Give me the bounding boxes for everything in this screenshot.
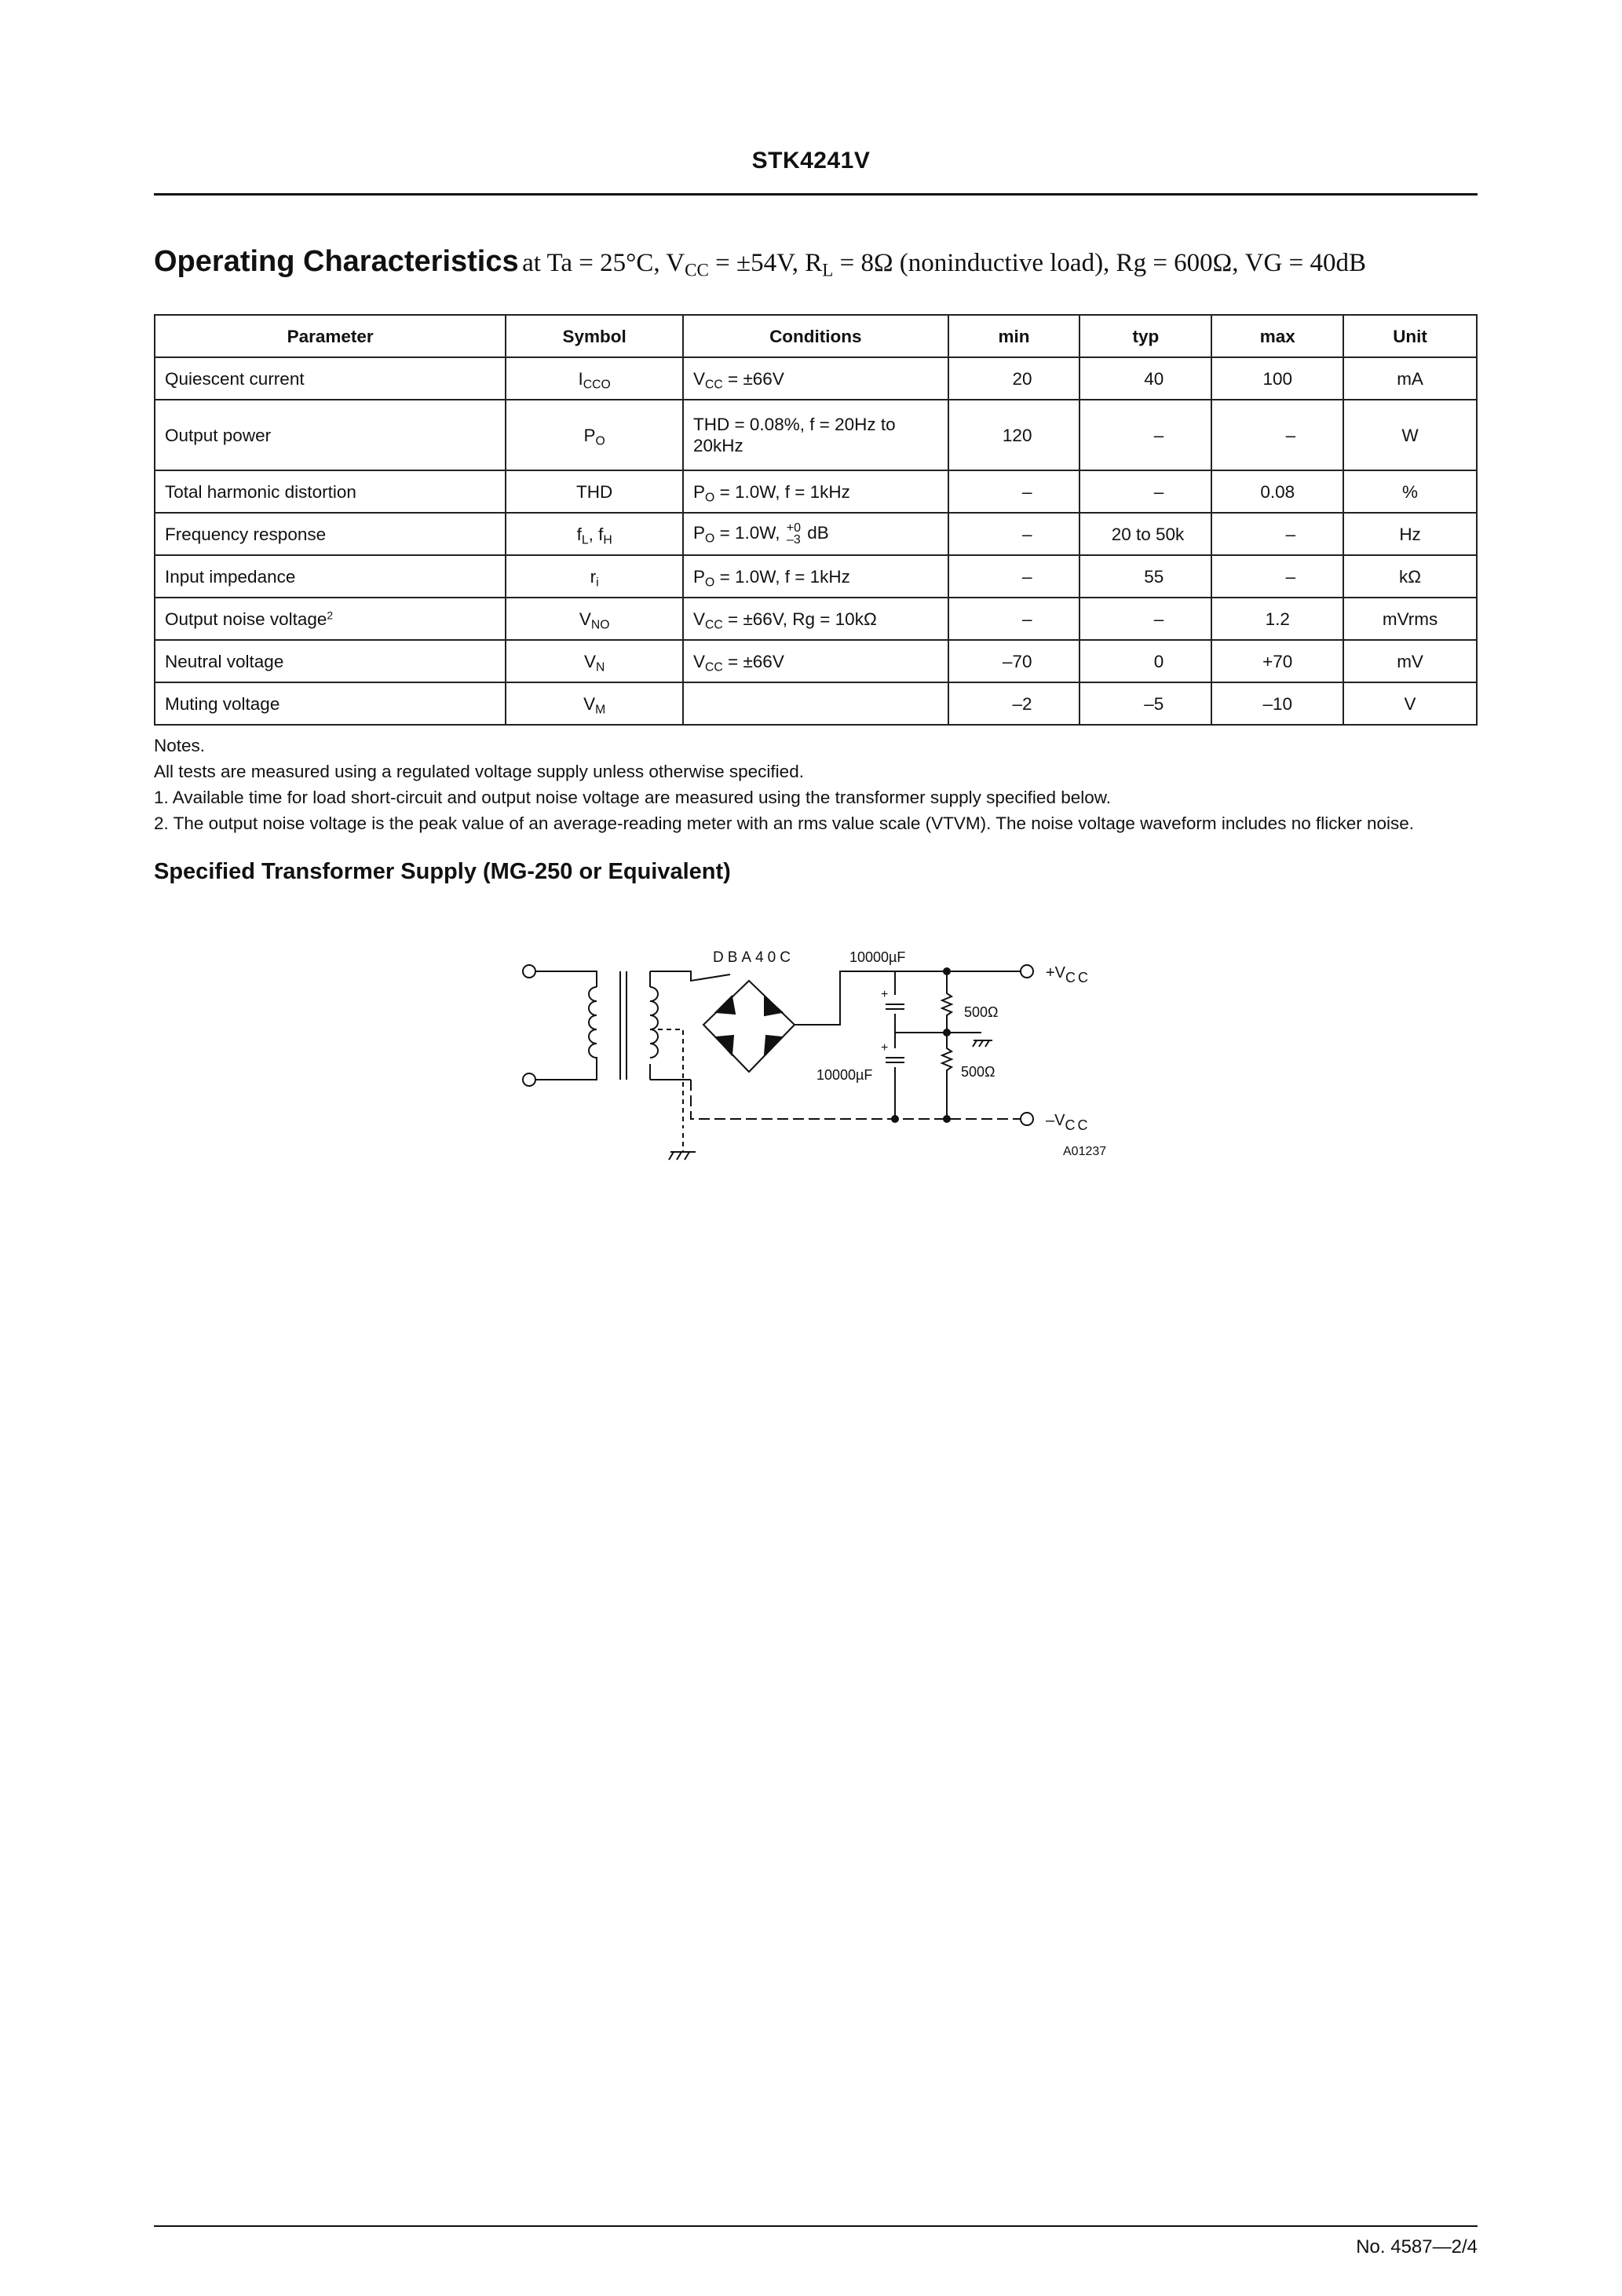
parameter-cell: Input impedance xyxy=(155,555,506,598)
typ-cell: 55 xyxy=(1080,555,1211,598)
header-unit: Unit xyxy=(1343,315,1477,357)
typ-cell: 0 xyxy=(1080,640,1211,682)
typ-cell: – xyxy=(1080,598,1211,640)
diode-icon xyxy=(765,1036,782,1055)
conditions-cell: $P_O = 1.0W$, f = 1kHz xyxy=(683,555,948,598)
typ-cell: –5 xyxy=(1080,682,1211,725)
min-cell: –70 xyxy=(948,640,1080,682)
input-terminal-top xyxy=(523,965,535,978)
footer-rule xyxy=(154,2225,1478,2227)
max-cell: – xyxy=(1211,400,1343,470)
note-1: 1. Available time for load short-circuit and output noise voltage are measured using the transformer supply specified below. xyxy=(154,788,1112,807)
parameter-cell: Neutral voltage xyxy=(155,640,506,682)
mid-ground-symbol xyxy=(973,1040,992,1047)
max-cell: 0.08 xyxy=(1211,470,1343,513)
max-cell: –10 xyxy=(1211,682,1343,725)
symbol-cell: $V_{NO}$ xyxy=(506,598,683,640)
figure-code: A01237 xyxy=(1063,1145,1107,1158)
negative-rail xyxy=(691,1080,1021,1119)
resistor-bottom xyxy=(942,1033,952,1119)
header-parameter: Parameter xyxy=(155,315,506,357)
conditions-cell xyxy=(683,682,948,725)
table-row xyxy=(155,400,1477,470)
parameter-cell: Quiescent current xyxy=(155,357,506,400)
cap-plus-sign: + xyxy=(881,1041,889,1055)
test-conditions: at Ta = 25°C, $V_{CC} = \pm 54V$, $R_L = 8\Omega$ (noninductive load), Rg = 600Ω, VG = 40dB xyxy=(522,249,1366,280)
max-cell: – xyxy=(1211,555,1343,598)
diode-icon xyxy=(765,996,782,1015)
transformer-supply-heading: Specified Transformer Supply (MG-250 or Equivalent) xyxy=(154,859,731,884)
header-typ: typ xyxy=(1080,315,1211,357)
typ-cell: – xyxy=(1080,470,1211,513)
note-2: 2. The output noise voltage is the peak value of an average-reading meter with an rms value scale (VTVM). The noise voltage waveform includes no flicker noise. xyxy=(154,813,1415,833)
max-cell: – xyxy=(1211,513,1343,555)
header-symbol: Symbol xyxy=(506,315,683,357)
parameter-cell: Output power xyxy=(155,400,506,470)
min-cell: –2 xyxy=(948,682,1080,725)
parameter-cell: Frequency response xyxy=(155,513,506,555)
ground-symbol xyxy=(669,1152,696,1160)
primary-winding xyxy=(535,971,597,1080)
min-cell: – xyxy=(948,598,1080,640)
secondary-top-wire xyxy=(650,971,730,1080)
table-row xyxy=(155,357,1477,400)
conditions-cell: $V_{CC} = \pm 66V$ xyxy=(683,357,948,400)
diode-icon xyxy=(716,1036,733,1055)
unit-cell: W xyxy=(1343,400,1477,470)
table-row xyxy=(155,513,1477,555)
table-header-row xyxy=(155,315,1477,357)
symbol-cell: $f_L$, $f_H$ xyxy=(506,513,683,555)
min-cell: – xyxy=(948,555,1080,598)
notes-section xyxy=(154,733,1414,836)
part-number-header: STK4241V xyxy=(751,148,871,174)
negative-output-terminal xyxy=(1021,1113,1033,1125)
junction-dot xyxy=(944,1116,950,1122)
unit-cell: kΩ xyxy=(1343,555,1477,598)
max-cell: +70 xyxy=(1211,640,1343,682)
res-top-label: 500Ω xyxy=(964,1004,999,1020)
cap-plus-sign: + xyxy=(881,988,889,1001)
typ-cell: – xyxy=(1080,400,1211,470)
note-general: All tests are measured using a regulated voltage supply unless otherwise specified. xyxy=(154,762,804,781)
res-bottom-label: 500Ω xyxy=(961,1064,995,1080)
parameter-cell: Muting voltage xyxy=(155,682,506,725)
header-conditions: Conditions xyxy=(683,315,948,357)
min-cell: 20 xyxy=(948,357,1080,400)
table-row xyxy=(155,598,1477,640)
table-row xyxy=(155,640,1477,682)
unit-cell: mA xyxy=(1343,357,1477,400)
symbol-cell: $V_M$ xyxy=(506,682,683,725)
notes-title: Notes. xyxy=(154,736,206,755)
conditions-cell: $V_{CC} = \pm 66V$ xyxy=(683,640,948,682)
table-row xyxy=(155,555,1477,598)
resistor-top xyxy=(942,971,952,1033)
max-cell: 100 xyxy=(1211,357,1343,400)
transformer-supply-schematic xyxy=(502,938,1131,1174)
typ-cell: 40 xyxy=(1080,357,1211,400)
secondary-winding xyxy=(650,971,658,1080)
positive-output-terminal xyxy=(1021,965,1033,978)
section-title: Operating Characteristics xyxy=(154,245,519,278)
cap-top-label: 10000µF xyxy=(849,949,906,965)
parameter-cell: Total harmonic distortion xyxy=(155,470,506,513)
diode-bridge xyxy=(703,981,795,1072)
parameter-cell: Output noise voltage$^2$ xyxy=(155,598,506,640)
table-row xyxy=(155,470,1477,513)
plus-vcc-label: +VCC xyxy=(1046,964,1091,985)
operating-characteristics-table xyxy=(154,314,1478,726)
tolerance-fraction: +0 –3 xyxy=(786,521,801,547)
symbol-cell: $V_N$ xyxy=(506,640,683,682)
min-cell: – xyxy=(948,470,1080,513)
conditions-cell: $P_O = 1.0W$, +0 –3 dB xyxy=(683,513,948,555)
center-tap-wire xyxy=(658,1029,683,1152)
symbol-cell: THD xyxy=(506,470,683,513)
min-cell: 120 xyxy=(948,400,1080,470)
conditions-cell: $P_O = 1.0W$, f = 1kHz xyxy=(683,470,948,513)
header-min: min xyxy=(948,315,1080,357)
symbol-cell: $I_{CCO}$ xyxy=(506,357,683,400)
junction-dot xyxy=(892,1116,898,1122)
input-terminal-bottom xyxy=(523,1073,535,1086)
header-rule xyxy=(154,193,1478,196)
diode-icon xyxy=(716,996,735,1014)
unit-cell: mV xyxy=(1343,640,1477,682)
unit-cell: % xyxy=(1343,470,1477,513)
cap-bottom-label: 10000µF xyxy=(816,1067,873,1083)
unit-cell: V xyxy=(1343,682,1477,725)
header-max: max xyxy=(1211,315,1343,357)
symbol-cell: $r_i$ xyxy=(506,555,683,598)
conditions-cell: THD = 0.08%, f = 20Hz to 20kHz xyxy=(683,400,948,470)
unit-cell: Hz xyxy=(1343,513,1477,555)
conditions-cell: $V_{CC} = \pm 66V$, Rg = 10kΩ xyxy=(683,598,948,640)
page-number: No. 4587—2/4 xyxy=(1356,2236,1478,2258)
typ-cell: 20 to 50k xyxy=(1080,513,1211,555)
unit-cell: mVrms xyxy=(1343,598,1477,640)
table-row xyxy=(155,682,1477,725)
max-cell: 1.2 xyxy=(1211,598,1343,640)
min-cell: – xyxy=(948,513,1080,555)
minus-vcc-label: –VCC xyxy=(1046,1112,1090,1133)
symbol-cell: $P_O$ xyxy=(506,400,683,470)
operating-characteristics-heading xyxy=(154,245,1366,279)
bridge-label: DBA40C xyxy=(713,949,795,966)
